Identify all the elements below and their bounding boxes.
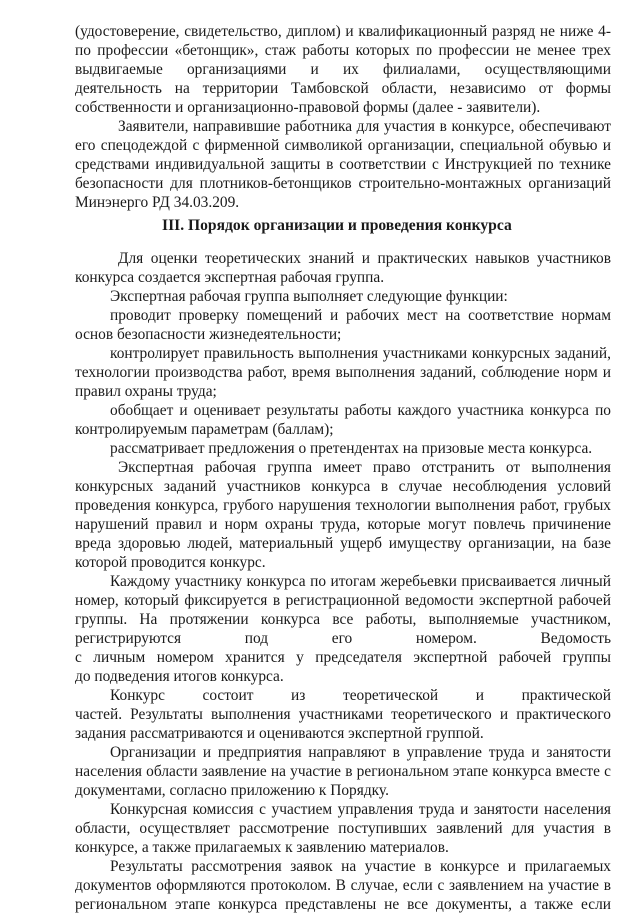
text-line: документами, согласно приложению к Порядку.: [75, 782, 389, 799]
text-line: правил охраны труда;: [75, 383, 217, 400]
text-line: номер, который фиксируется в регистрационной ведомости экспертной рабочей: [75, 592, 611, 609]
text-line: Конкурс состоит из теоретической и практической: [110, 687, 611, 704]
text-line: Результаты рассмотрения заявок на участие в конкурсе и прилагаемых: [110, 858, 611, 875]
text-line: выдвигаемые организациями и их филиалами, осуществляющими: [75, 61, 611, 78]
text-line: населения области заявление на участие в региональном этапе конкурса вместе с: [75, 763, 611, 780]
text-line: документов оформляются протоколом. В случае, если с заявлением на участие в: [75, 877, 611, 894]
text-line: технологии производства работ, время выполнения заданий, соблюдение норм и: [75, 364, 611, 381]
text-line: которой проводится конкурс.: [75, 554, 266, 571]
text-line: Каждому участнику конкурса по итогам жеребьевки присваивается личный: [110, 573, 611, 590]
text-line: Заявители, направившие работника для участия в конкурсе, обеспечивают: [118, 118, 611, 135]
text-line: собственности и организационно-правовой формы (далее - заявители).: [75, 99, 541, 116]
text-line: вреда здоровью людей, материальный ущерб имуществу организации, на базе: [75, 535, 611, 552]
text-line: конкурса создается экспертная рабочая группа.: [75, 269, 385, 286]
text-line: проведения конкурса, грубого нарушения технологии выполнения работ, грубых: [75, 497, 611, 514]
text-line: регистрируются под его номером. Ведомость: [75, 630, 611, 647]
text-line: обобщает и оценивает результаты работы каждого участника конкурса по: [110, 402, 611, 419]
text-line: с личным номером хранится у председателя экспертной рабочей группы: [75, 649, 611, 666]
text-line: (удостоверение, свидетельство, диплом) и квалификационный разряд не ниже 4-: [75, 23, 611, 40]
text-line: проводит проверку помещений и рабочих мест на соответствие нормам: [110, 307, 611, 324]
text-line: до подведения итогов конкурса.: [75, 668, 284, 685]
text-line: Конкурсная комиссия с участием управления труда и занятости населения: [110, 801, 611, 818]
text-line: по профессии «бетонщик», стаж работы которых по профессии не менее трех: [75, 42, 611, 59]
text-line: Экспертная рабочая группа выполняет следующие функции:: [110, 288, 508, 305]
text-line: контролирует правильность выполнения участниками конкурсных заданий,: [110, 345, 611, 362]
text-line: группы. На протяжении конкурса все работы, выполняемые участником,: [75, 611, 611, 628]
text-line: средствами индивидуальной защиты в соответствии с Инструкцией по технике: [75, 156, 611, 173]
text-line: деятельность на территории Тамбовской области, независимо от формы: [75, 80, 611, 97]
text-line: задания рассматриваются и оцениваются экспертной группой.: [75, 725, 484, 742]
text-line: его спецодеждой с фирменной символикой организации, специальной обувью и: [75, 137, 611, 154]
text-line: области, осуществляет рассмотрение поступивших заявлений для участия в: [75, 820, 611, 837]
text-line: безопасности для плотников-бетонщиков строительно-монтажных организаций: [75, 175, 611, 192]
text-line: Для оценки теоретических знаний и практических навыков участников: [118, 250, 611, 267]
section-heading: III. Порядок организации и проведения конкурса: [162, 217, 512, 234]
text-line: Минэнерго РД 34.03.209.: [75, 194, 240, 211]
text-line: рассматривает предложения о претендентах на призовые места конкурса.: [110, 440, 593, 457]
text-line: региональном этапе конкурса представлены не все документы, а также если: [75, 896, 611, 913]
text-line: нарушений правил и норм охраны труда, которые могут повлечь причинение: [75, 516, 611, 533]
text-line: Экспертная рабочая группа имеет право отстранить от выполнения: [118, 459, 611, 476]
text-line: контролируемым параметрам (баллам);: [75, 421, 334, 438]
text-line: конкурсных заданий участников конкурса в случае несоблюдения условий: [75, 478, 611, 495]
text-line: конкурсе, а также прилагаемых к заявлению материалов.: [75, 839, 449, 856]
text-line: частей. Результаты выполнения участниками теоретического и практического: [75, 706, 611, 723]
text-line: основ безопасности жизнедеятельности;: [75, 326, 342, 343]
text-line: Организации и предприятия направляют в управление труда и занятости: [110, 744, 611, 761]
